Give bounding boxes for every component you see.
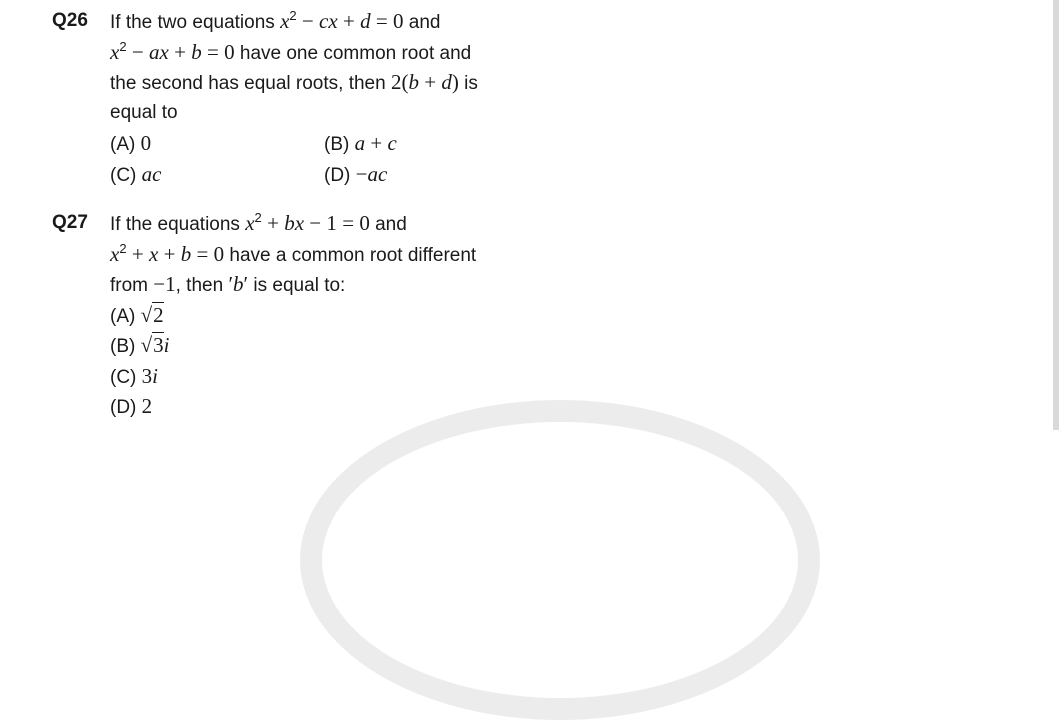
variable: ′b′ xyxy=(228,272,249,296)
question-text: If the two equations xyxy=(110,12,275,33)
question-27 xyxy=(52,208,652,422)
question-text: and xyxy=(408,12,441,33)
page-edge xyxy=(1053,0,1059,430)
option-label: (B) xyxy=(110,336,136,357)
question-line-3 xyxy=(110,67,652,98)
question-text: the second has equal roots, then xyxy=(110,73,386,94)
option-d[interactable] xyxy=(324,159,524,190)
option-value: √2 xyxy=(140,302,164,327)
question-text: If the equations xyxy=(110,214,240,235)
option-value: 2 xyxy=(141,394,153,418)
question-body xyxy=(110,6,652,189)
options xyxy=(110,128,652,189)
option-label: (A) xyxy=(110,134,136,155)
option-value: a + c xyxy=(354,131,397,155)
question-line-1 xyxy=(110,6,652,37)
option-label: (A) xyxy=(110,305,136,327)
question-body xyxy=(110,208,652,422)
question-26 xyxy=(52,6,652,189)
option-value: 0 xyxy=(140,131,152,155)
equation-2: $x^2 + x + b = 0$ xyxy=(110,240,225,266)
option-b[interactable] xyxy=(324,128,524,159)
option-d[interactable] xyxy=(110,391,652,422)
value: −1 xyxy=(153,272,176,296)
option-label: (D) xyxy=(110,397,137,418)
equation-2: $x^2$ − ax + b = 0 xyxy=(110,38,235,64)
option-label: (C) xyxy=(110,164,137,186)
question-line-1 xyxy=(110,208,652,239)
question-text: , then xyxy=(175,275,224,296)
background-watermark-arc xyxy=(300,400,820,720)
option-c[interactable] xyxy=(110,361,652,392)
question-text: and xyxy=(375,214,407,235)
equation-1: $x^2$ + bx − 1 = 0 xyxy=(245,210,370,235)
question-line-4 xyxy=(110,98,652,129)
option-label: (B) xyxy=(324,134,350,155)
question-text: have a common root different xyxy=(229,244,477,266)
question-text: is equal to: xyxy=(253,275,346,296)
option-value: √3i xyxy=(140,333,170,357)
expression: 2(b + d) xyxy=(390,70,459,94)
option-a[interactable] xyxy=(110,300,652,331)
question-text: from xyxy=(110,275,148,296)
question-line-3 xyxy=(110,269,652,300)
question-line-2 xyxy=(110,37,652,68)
option-b[interactable] xyxy=(110,330,652,361)
question-text: equal to xyxy=(110,101,178,123)
option-label: (D) xyxy=(324,164,351,186)
option-value: 3i xyxy=(141,363,159,388)
option-value: −ac xyxy=(355,161,388,186)
equation-1: $x^2$ − cx + d = 0 xyxy=(280,8,404,33)
option-c[interactable] xyxy=(110,159,324,190)
option-label: (C) xyxy=(110,366,137,388)
option-value: ac xyxy=(141,161,162,186)
option-a[interactable] xyxy=(110,128,324,159)
question-number: Q26 xyxy=(52,10,88,31)
question-text: have one common root and xyxy=(239,42,472,64)
question-text: is xyxy=(464,73,478,94)
question-number: Q27 xyxy=(52,212,88,233)
question-line-2 xyxy=(110,239,652,270)
